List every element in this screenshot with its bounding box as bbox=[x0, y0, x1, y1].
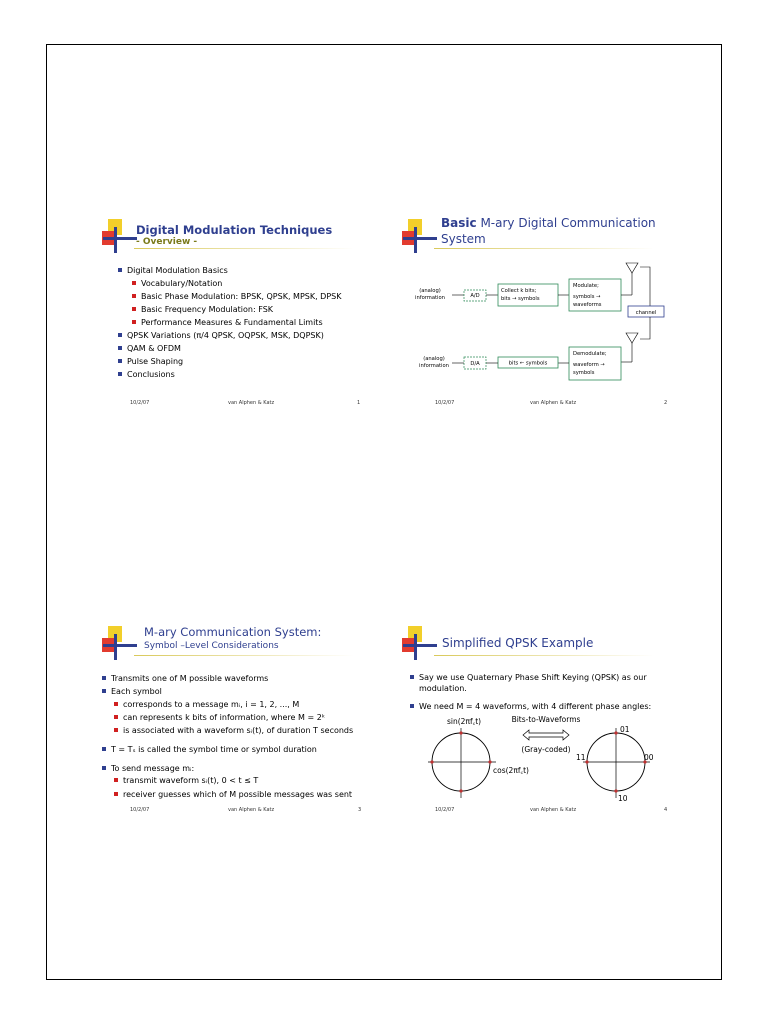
slide-title-line2: System bbox=[441, 232, 486, 246]
footer-page: 1 bbox=[357, 400, 361, 406]
slide-4 bbox=[400, 622, 668, 822]
slide-logo-icon bbox=[400, 622, 440, 662]
block-diagram bbox=[400, 255, 670, 385]
footer-page: 2 bbox=[664, 400, 668, 406]
demodulate-label: waveform → bbox=[573, 362, 605, 368]
footer-author: van Alphen & Katz bbox=[530, 400, 577, 406]
modulate-label: Modulate; bbox=[573, 283, 599, 289]
bullet-item: QAM & OFDM bbox=[118, 343, 181, 354]
bullet-item: Say we use Quaternary Phase Shift Keying (QPSK) as our bbox=[410, 672, 647, 683]
sub-bullet-item: Basic Frequency Modulation: FSK bbox=[132, 304, 273, 315]
slide-title bbox=[441, 216, 656, 230]
cos-axis-label: cos(2πf꜀t) bbox=[493, 766, 529, 775]
point-label-10: 10 bbox=[618, 794, 628, 803]
tx-antenna-icon bbox=[626, 263, 638, 273]
point-label-00: 00 bbox=[644, 753, 654, 762]
footer-author: van Alphen & Katz bbox=[228, 807, 275, 813]
bullet-item: Pulse Shaping bbox=[118, 356, 183, 367]
sub-bullet-item: receiver guesses which of M possible messages was sent bbox=[114, 789, 352, 800]
title-underline bbox=[434, 248, 654, 249]
qpsk-diagram bbox=[400, 710, 670, 808]
sub-bullet-item: Performance Measures & Fundamental Limits bbox=[132, 317, 323, 328]
rx-antenna-icon bbox=[626, 333, 638, 343]
bullet-item: T = Tₛ is called the symbol time or symbol duration bbox=[102, 744, 317, 755]
slide-3 bbox=[100, 622, 360, 822]
slide-title-rest: M-ary Digital Communication bbox=[476, 216, 656, 230]
footer-date: 10/2/07 bbox=[435, 400, 455, 406]
footer-author: van Alphen & Katz bbox=[228, 400, 275, 406]
bullet-item: Transmits one of M possible waveforms bbox=[102, 673, 268, 684]
footer-page: 3 bbox=[358, 807, 362, 813]
bits-symbols-label: bits ← symbols bbox=[508, 360, 548, 367]
slide-1 bbox=[100, 215, 360, 415]
bullet-item: Each symbol bbox=[102, 686, 162, 697]
tx-info-label: (analog) bbox=[419, 288, 441, 294]
footer-date: 10/2/07 bbox=[435, 807, 455, 813]
footer-date: 10/2/07 bbox=[130, 400, 150, 406]
footer-author: van Alphen & Katz bbox=[530, 807, 577, 813]
slide-logo-icon bbox=[400, 215, 440, 255]
page-frame bbox=[46, 44, 722, 980]
rx-info-label: information bbox=[419, 363, 449, 369]
slide-title: M-ary Communication System: bbox=[144, 625, 322, 639]
sub-bullet-item: Basic Phase Modulation: BPSK, QPSK, MPSK, DPSK bbox=[132, 291, 341, 302]
double-arrow-icon bbox=[523, 730, 569, 740]
sin-axis-label: sin(2πf꜀t) bbox=[447, 717, 482, 726]
slide-title: Digital Modulation Techniques bbox=[136, 223, 333, 237]
bullet-item: To send message mᵢ: bbox=[102, 763, 194, 774]
sub-bullet-item: transmit waveform sᵢ(t), 0 < t ≤ T bbox=[114, 775, 258, 786]
footer-date: 10/2/07 bbox=[130, 807, 150, 813]
collect-label: bits → symbols bbox=[501, 296, 540, 302]
slide-2 bbox=[400, 215, 668, 415]
demodulate-label: Demodulate; bbox=[573, 351, 607, 357]
tx-info-label: information bbox=[415, 295, 445, 301]
bullet-item: Conclusions bbox=[118, 369, 175, 380]
modulate-label: waveforms bbox=[573, 302, 602, 308]
rx-info-label: (analog) bbox=[423, 356, 445, 362]
channel-label: channel bbox=[635, 310, 657, 316]
da-label: D/A bbox=[470, 361, 480, 367]
mapping-label: Bits-to-Waveforms bbox=[511, 715, 581, 724]
title-underline bbox=[434, 655, 654, 656]
ad-label: A/D bbox=[470, 293, 480, 299]
bullet-item: We need M = 4 waveforms, with 4 different phase angles: bbox=[410, 701, 651, 712]
sub-bullet-item: corresponds to a message mᵢ, i = 1, 2, ..., M bbox=[114, 699, 299, 710]
demodulate-label: symbols bbox=[573, 370, 595, 376]
sub-bullet-item: Vocabulary/Notation bbox=[132, 278, 222, 289]
slide-subtitle: - Overview - bbox=[136, 237, 198, 247]
slide-logo-icon bbox=[100, 622, 140, 662]
bullet-continuation: modulation. bbox=[419, 684, 467, 693]
slide-title: Simplified QPSK Example bbox=[442, 636, 594, 650]
footer-page: 4 bbox=[664, 807, 668, 813]
left-constellation bbox=[428, 728, 496, 798]
collect-label: Collect k bits; bbox=[501, 288, 537, 294]
point-label-11: 11 bbox=[576, 753, 586, 762]
bullet-item: Digital Modulation Basics bbox=[118, 265, 228, 276]
sub-bullet-item: can represents k bits of information, where M = 2ᵏ bbox=[114, 712, 325, 723]
slide-title-bold: Basic bbox=[441, 216, 477, 230]
bullet-item: QPSK Variations (π/4 QPSK, OQPSK, MSK, DQPSK) bbox=[118, 330, 324, 341]
title-underline bbox=[134, 655, 354, 656]
slide-logo-icon bbox=[100, 215, 140, 255]
gray-coded-label: (Gray-coded) bbox=[521, 745, 571, 754]
sub-bullet-item: is associated with a waveform sᵢ(t), of duration T seconds bbox=[114, 725, 353, 736]
title-underline bbox=[134, 248, 354, 249]
modulate-label: symbols → bbox=[573, 294, 601, 300]
slide-subtitle: Symbol –Level Considerations bbox=[144, 641, 279, 651]
point-label-01: 01 bbox=[620, 725, 630, 734]
right-constellation bbox=[583, 728, 650, 798]
